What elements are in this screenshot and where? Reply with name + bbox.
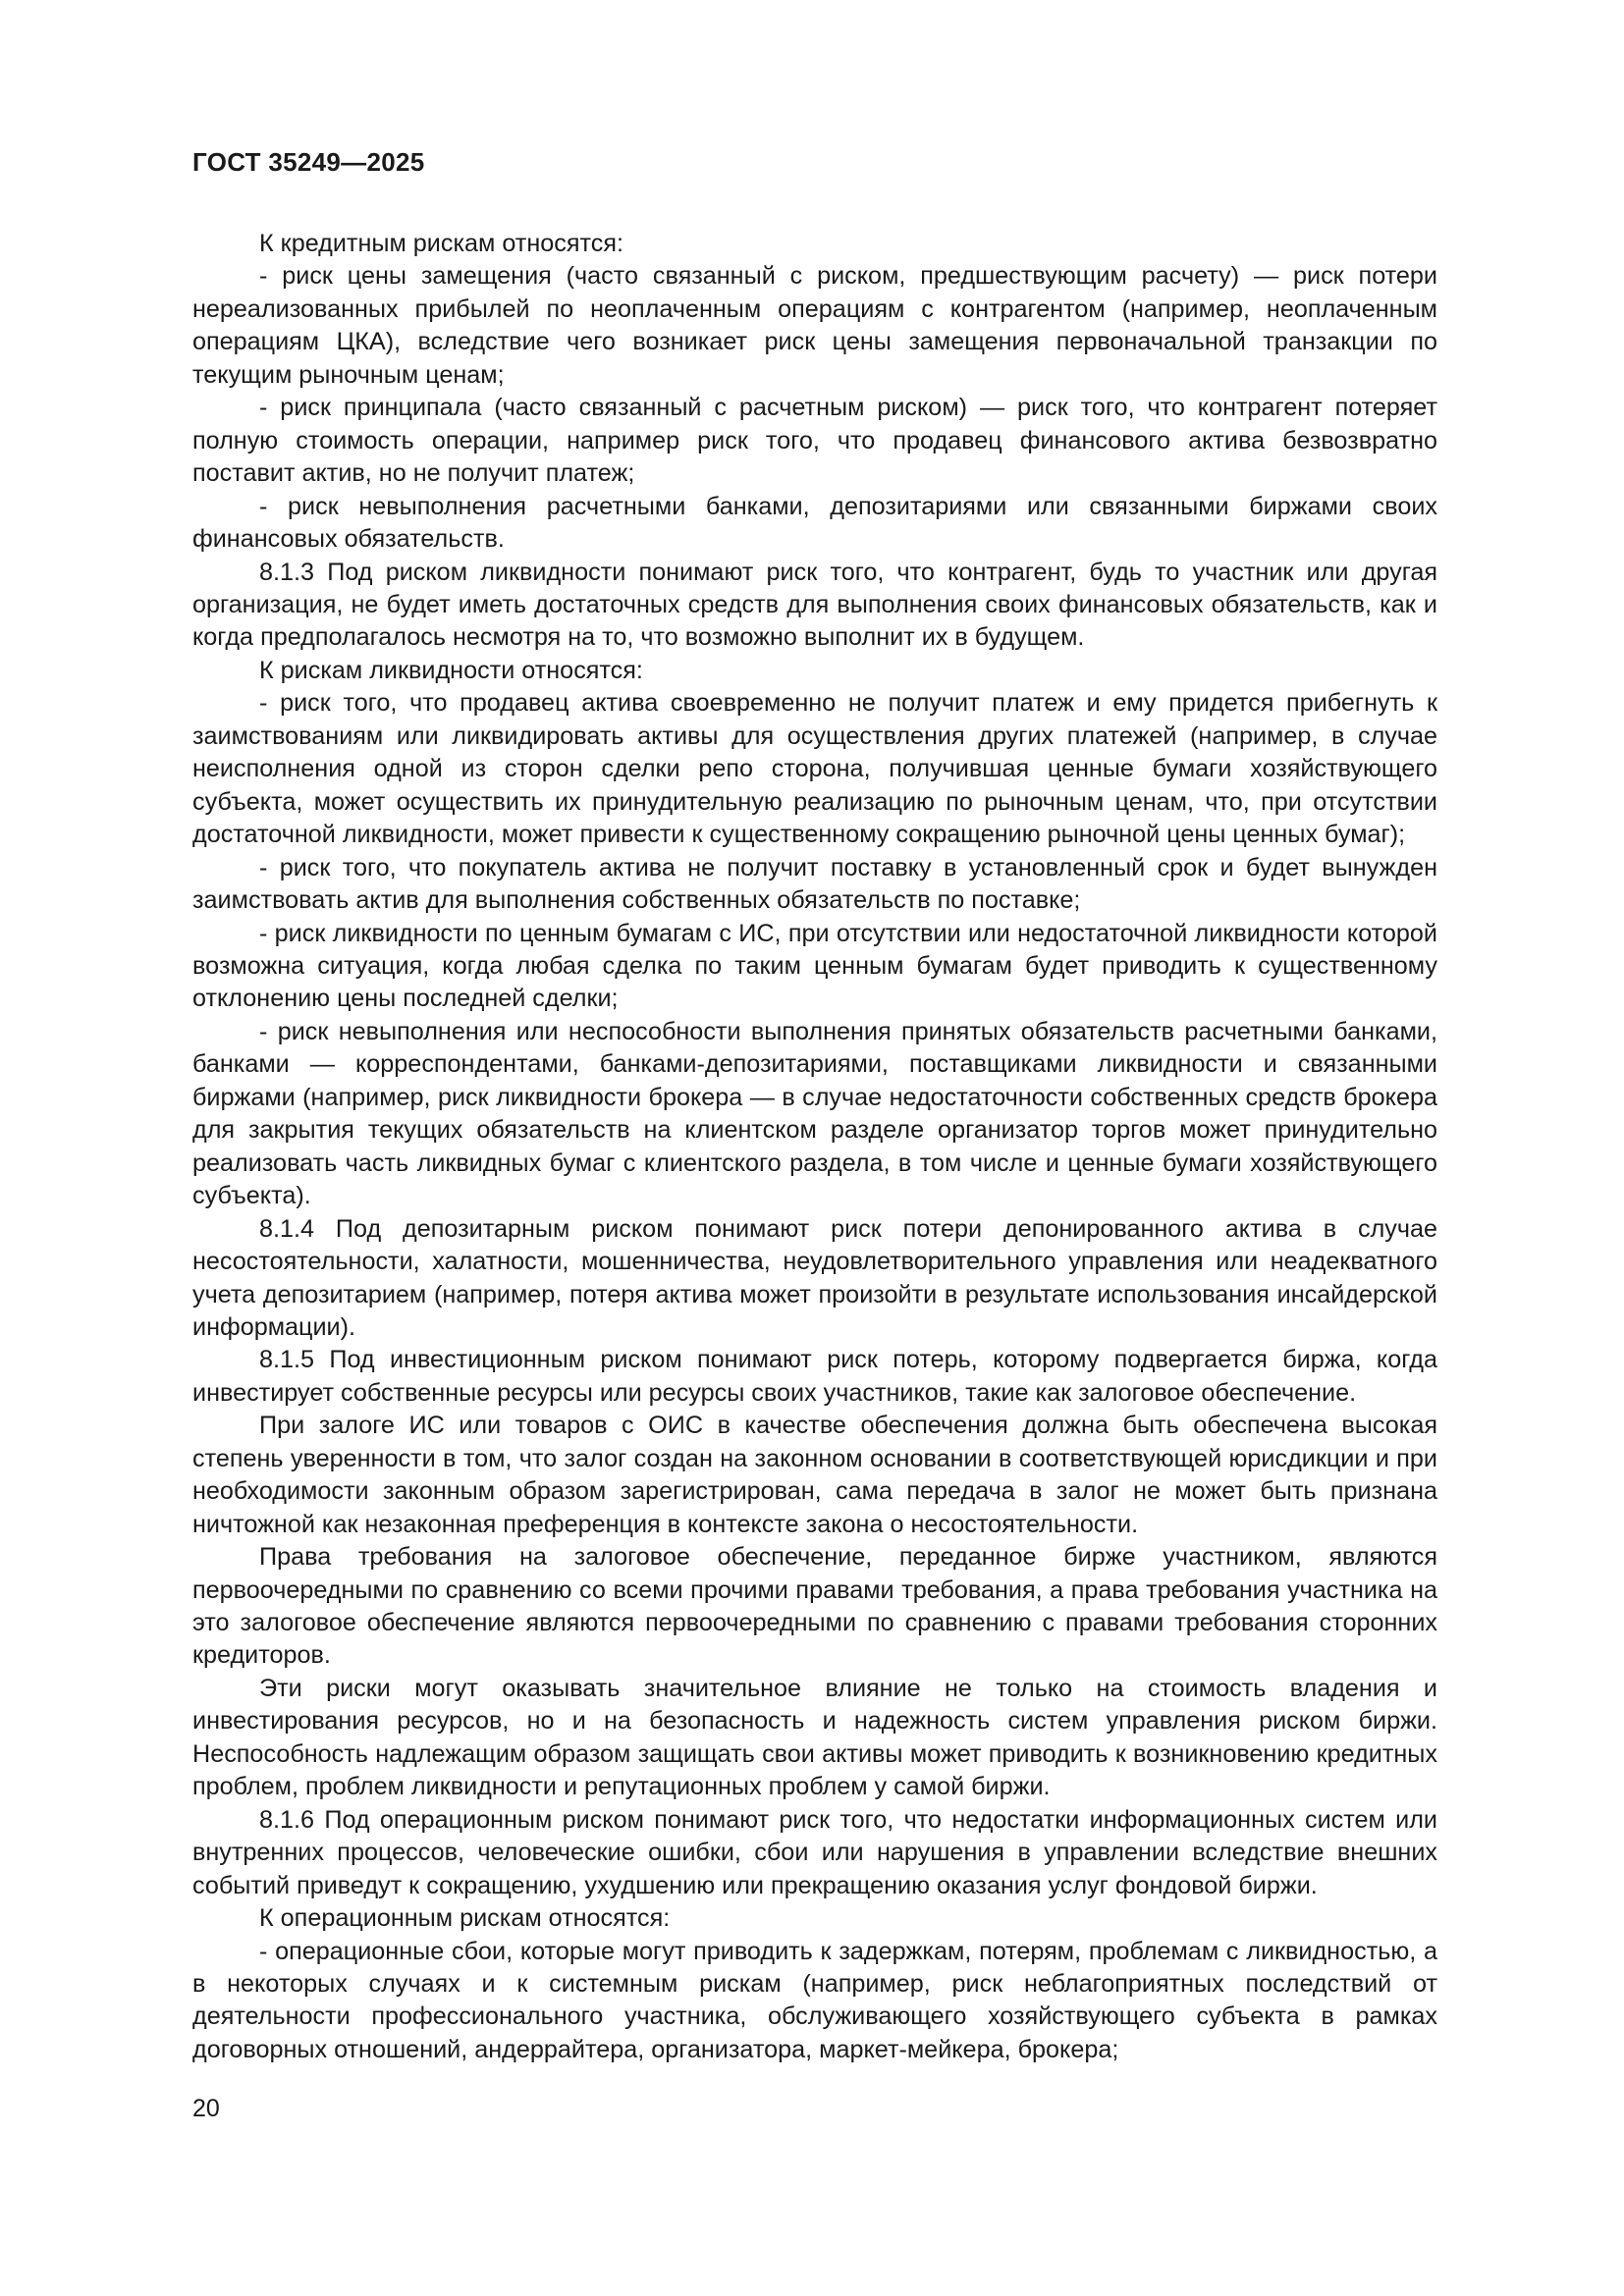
page-number: 20: [192, 2095, 220, 2122]
paragraph: К операционным рискам относятся:: [259, 1904, 671, 1933]
paragraph: - операционные сбои, которые могут приводить к задержкам, потерям, проблемам с ликвидностью, а в некоторых случаях и к системным рискам (например, риск неблагоприятных последствий от деятельности профессионального участника, обслуживающего хозяйствующего субъекта в рамках договорных отношений, андеррайтера, организатора, маркет-мейкера, брокера;: [192, 1937, 1437, 2063]
paragraph: К кредитным рискам относятся:: [259, 230, 623, 257]
paragraph: 8.1.5 Под инвестиционным риском понимают риск потерь, которому подвергается биржа, когда инвестирует собственные ресурсы или ресурсы своих участников, такие как залоговое обеспечение.: [192, 1346, 1437, 1407]
paragraph: 8.1.4 Под депозитарным риском понимают риск потери депонированного актива в случае несостоятельности, халатности, мошенничества, неудовлетворительного управления или неадекватного учета депозитарием (например, потеря актива может произойти в результате использования инсайдерской информации).: [192, 1214, 1437, 1341]
paragraph: - риск ликвидности по ценным бумагам с ИС, при отсутствии или недостаточной ликвидности которой возможна ситуация, когда любая сделка по таким ценным бумагам будет приводить к существенному отклонению цены последней сделки;: [192, 919, 1437, 1013]
paragraph: - риск того, что покупатель актива не получит поставку в установленный срок и будет вынужден заимствовать актив для выполнения собственных обязательств по поставке;: [192, 853, 1437, 915]
paragraph: Эти риски могут оказывать значительное влияние не только на стоимость владения и инвестирования ресурсов, но и на безопасность и надежность систем управления риском биржи. Неспособность надлежащим образом защищать свои активы может приводить к возникновению кредитных проблем, проблем ликвидности и репутационных проблем у самой биржи.: [192, 1674, 1437, 1801]
document-body: [192, 228, 1437, 2066]
paragraph: При залоге ИС или товаров с ОИС в качестве обеспечения должна быть обеспечена высокая степень уверенности в том, что залог создан на законном основании в соответствующей юрисдикции и при необходимости законным образом зарегистрирован, сама передача в залог не может быть признана ничтожной как незаконная преференция в контексте закона о несостоятельности.: [192, 1412, 1437, 1538]
paragraph: 8.1.3 Под риском ликвидности понимают риск того, что контрагент, будь то участник или другая организация, не будет иметь достаточных средств для выполнения своих финансовых обязательств, как и когда предполагалось несмотря на то, что возможно выполнит их в будущем.: [192, 558, 1437, 652]
document-header: ГОСТ 35249—2025: [192, 147, 425, 177]
paragraph: - риск невыполнения или неспособности выполнения принятых обязательств расчетными банками, банками — корреспондентами, банками-депозитариями, поставщиками ликвидности и связанными биржами (например, риск ликвидности брокера — в случае недостаточности собственных средств брокера для закрытия текущих обязательств на клиентском разделе организатор торгов может принудительно реализовать часть ликвидных бумаг с клиентского раздела, в том числе и ценные бумаги хозяйствующего субъекта).: [192, 1017, 1437, 1210]
paragraph: - риск того, что продавец актива своевременно не получит платеж и ему придется прибегнуть к заимствованиям или ликвидировать активы для осуществления других платежей (например, в случае неисполнения одной из сторон сделки репо сторона, получившая ценные бумаги хозяйствующего субъекта, может осуществить их принудительную реализацию по рыночным ценам, что, при отсутствии достаточной ликвидности, может привести к существенному сокращению рыночной цены ценных бумаг);: [192, 689, 1437, 849]
paragraph: - риск невыполнения расчетными банками, депозитариями или связанными биржами своих финансовых обязательств.: [192, 492, 1437, 554]
paragraph: - риск цены замещения (часто связанный с риском, предшествующим расчету) — риск потери нереализованных прибылей по неоплаченным операциям с контрагентом (например, неоплаченным операциям ЦКА), вследствие чего возникает риск цены замещения первоначальной транзакции по текущим рыночным ценам;: [192, 262, 1437, 389]
paragraph: - риск принципала (часто связанный с расчетным риском) — риск того, что контрагент потеряет полную стоимость операции, например риск того, что продавец финансового актива безвозвратно поставит актив, но не получит платеж;: [192, 394, 1437, 488]
paragraph: 8.1.6 Под операционным риском понимают риск того, что недостатки информационных систем или внутренних процессов, человеческие ошибки, сбои или нарушения в управлении вследствие внешних событий приведут к сокращению, ухудшению или прекращению оказания услуг фондовой биржи.: [192, 1805, 1437, 1899]
paragraph: К рискам ликвидности относятся:: [259, 656, 643, 684]
paragraph: Права требования на залоговое обеспечение, переданное бирже участником, являются первоочередными по сравнению со всеми прочими правами требования, а права требования участника на это залоговое обеспечение являются первоочередными по сравнению с правами требования сторонних кредиторов.: [192, 1543, 1437, 1670]
